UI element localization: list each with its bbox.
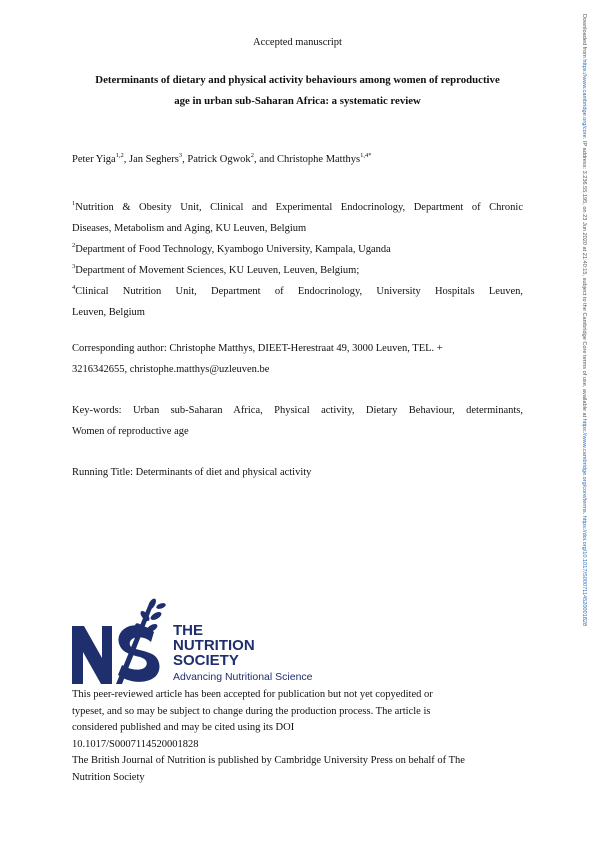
nutrition-society-logo [70,596,313,686]
author-affil-mark: 1,4* [360,152,372,159]
author-list: Peter Yiga$^{1,2}$, Jan Seghers$^3$, Patrick Ogwok$^2$, and Christophe Matthys$^{1,4*}$ [72,152,372,165]
author-affil-mark: 1,2 [115,152,124,159]
author-name: Peter Yiga [72,154,116,165]
keywords: Key-words: Urban sub-Saharan Africa, Physical activity, Dietary Behaviour, determinants, Women of reproductive age [72,405,523,437]
affiliation-4: $^4$Clinical Nutrition Unit, Department of Endocrinology, University Hospitals Leuven, Leuven, Belgium [72,284,523,318]
terms-link[interactable]: https://www.cambridge.org/core/terms [581,418,587,513]
accepted-manuscript-header: Accepted manuscript [253,37,342,48]
author-name: Jan Seghers [129,154,179,165]
affiliation-2: $^2$Department of Food Technology, Kyambogo University, Kampala, Uganda [72,242,391,255]
title-line-2: age in urban sub-Saharan Africa: a systematic review [174,95,421,107]
download-sidebar: Downloaded from https://www.cambridge.org/core. IP address: 3.236.55.195, on 23 Jun 2020 at 21:40:15, subject to the Cambridge Core terms of use, available at https://www.cambridge.org/core/terms. https://doi.org/10.1017/S0007114520001828 [581,14,587,627]
author-name: Christophe Matthys [276,154,361,165]
running-title: Running Title: Determinants of diet and physical activity [72,467,312,478]
affiliation-1: $^1$Nutrition & Obesity Unit, Clinical and Experimental Endocrinology, Department of Chronic Diseases, Metabolism and Aging, KU Leuven, Belgium [72,200,523,234]
author-name: Patrick Ogwok [187,154,251,165]
cambridge-core-link[interactable]: https://www.cambridge.org/core [581,59,587,138]
publication-notice: This peer-reviewed article has been accepted for publication but not yet copyedited or typeset, and so may be subject to change during the production process. The article is considered published and may be cited using its DOI 10.1017/S0007114520001828 The British Journal of Nutrition is published by Cambridge University Press on behalf of The Nutrition Society [72,687,523,786]
paper-title [66,70,529,112]
author-affil-mark: 2 [250,152,254,159]
title-line-1: Determinants of dietary and physical activity behaviours among women of reproductive [95,74,500,86]
corresponding-author: Corresponding author: Christophe Matthys, DIEET-Herestraat 49, 3000 Leuven, TEL. + 3216342655, christophe.matthys@uzleuven.be [72,338,523,380]
logo-tagline: Advancing Nutritional Science [173,671,313,683]
doi-link[interactable]: https://doi.org/10.1017/S0007114520001828 [581,515,587,627]
doi: 10.1017/S0007114520001828 [72,738,199,750]
logo-wordmark: THE NUTRITION SOCIETY [173,622,255,669]
corresponding-contact: 3216342655, christophe.matthys@uzleuven.be [72,364,270,375]
affiliation-3: $^3$Department of Movement Sciences, KU Leuven, Leuven, Belgium; [72,263,360,276]
author-affil-mark: 3 [178,152,183,159]
